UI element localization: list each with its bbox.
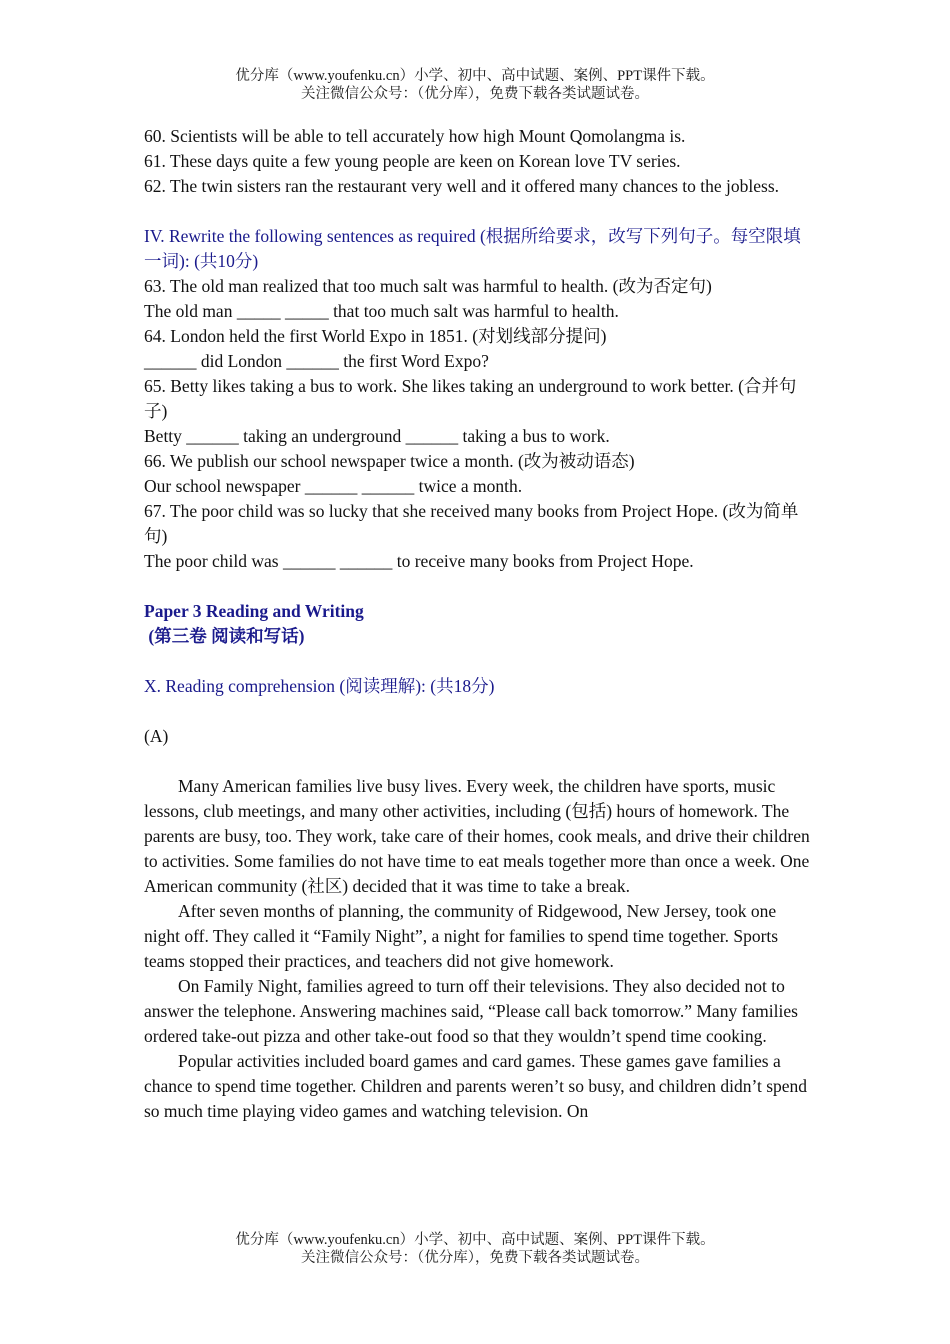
passage-paragraph-2: After seven months of planning, the community of Ridgewood, New Jersey, took one night off. They called it “Family Night”, a night for families to spend time together. Sports teams stopped their practices, and teachers did not give homework. xyxy=(144,901,779,971)
spacer xyxy=(144,749,810,774)
document-body xyxy=(144,124,810,1124)
item-67-answer: The poor child was ______ ______ to receive many books from Project Hope. xyxy=(144,551,694,571)
item-64: 64. London held the first World Expo in 1851. (对划线部分提问) xyxy=(144,326,607,346)
header-line-1: 优分库（www.youfenku.cn）小学、初中、高中试题、案例、PPT课件下载。 xyxy=(235,68,715,84)
spacer xyxy=(144,649,810,674)
spacer xyxy=(144,199,810,224)
item-64-answer: ______ did London ______ the first Word Expo? xyxy=(144,351,489,371)
section-iv-title: IV. Rewrite the following sentences as required (根据所给要求，改写下列句子。每空限填一词): (共10分) xyxy=(144,226,801,271)
item-66-answer: Our school newspaper ______ ______ twice a month. xyxy=(144,476,523,496)
item-60: 60. Scientists will be able to tell accurately how high Mount Qomolangma is. xyxy=(144,126,686,146)
footer-line-1: 优分库（www.youfenku.cn）小学、初中、高中试题、案例、PPT课件下载。 xyxy=(235,1232,715,1248)
item-62: 62. The twin sisters ran the restaurant very well and it offered many chances to the jobless. xyxy=(144,176,779,196)
paper3-title: Paper 3 Reading and Writing xyxy=(144,601,364,621)
paper3-subtitle: (第三卷 阅读和写话) xyxy=(144,626,305,646)
item-66: 66. We publish our school newspaper twice a month. (改为被动语态) xyxy=(144,451,635,471)
header-line-2: 关注微信公众号：（优分库），免费下载各类试题试卷。 xyxy=(301,86,649,102)
footer-line-2: 关注微信公众号：（优分库），免费下载各类试题试卷。 xyxy=(301,1250,649,1266)
spacer xyxy=(144,574,810,599)
item-67: 67. The poor child was so lucky that she received many books from Project Hope. (改为简单句) xyxy=(144,501,799,546)
passage-paragraph-1: Many American families live busy lives. Every week, the children have sports, music lessons, club meetings, and many other activities, including (包括) hours of homework. The parents are busy, too. They work, take care of their homes, cook meals, and drive their children to activities. Some families do not have time to eat meals together more than once a week. One American community (社区) decided that it was time to take a break. xyxy=(144,776,810,896)
passage-paragraph-4: Popular activities included board games and card games. These games gave families a chance to spend time together. Children and parents weren’t so busy, and children didn’t spend so much time playing video games and watching television. On xyxy=(144,1051,808,1121)
passage-paragraph-3: On Family Night, families agreed to turn off their televisions. They also decided not to answer the telephone. Answering machines said, “Please call back tomorrow.” Many families ordered take-out pizza and other take-out food so that they wouldn’t spend time cooking. xyxy=(144,976,798,1046)
item-61: 61. These days quite a few young people are keen on Korean love TV series. xyxy=(144,151,681,171)
page-header xyxy=(0,67,950,103)
spacer xyxy=(144,699,810,724)
reading-title: X. Reading comprehension (阅读理解): (共18分) xyxy=(144,676,495,696)
item-65-answer: Betty ______ taking an underground ______ taking a bus to work. xyxy=(144,426,610,446)
passage-label: (A) xyxy=(144,726,169,746)
item-65: 65. Betty likes taking a bus to work. She likes taking an underground to work better. (合并句子) xyxy=(144,376,797,421)
item-63: 63. The old man realized that too much salt was harmful to health. (改为否定句) xyxy=(144,276,712,296)
page-footer xyxy=(0,1231,950,1267)
item-63-answer: The old man _____ _____ that too much salt was harmful to health. xyxy=(144,301,619,321)
